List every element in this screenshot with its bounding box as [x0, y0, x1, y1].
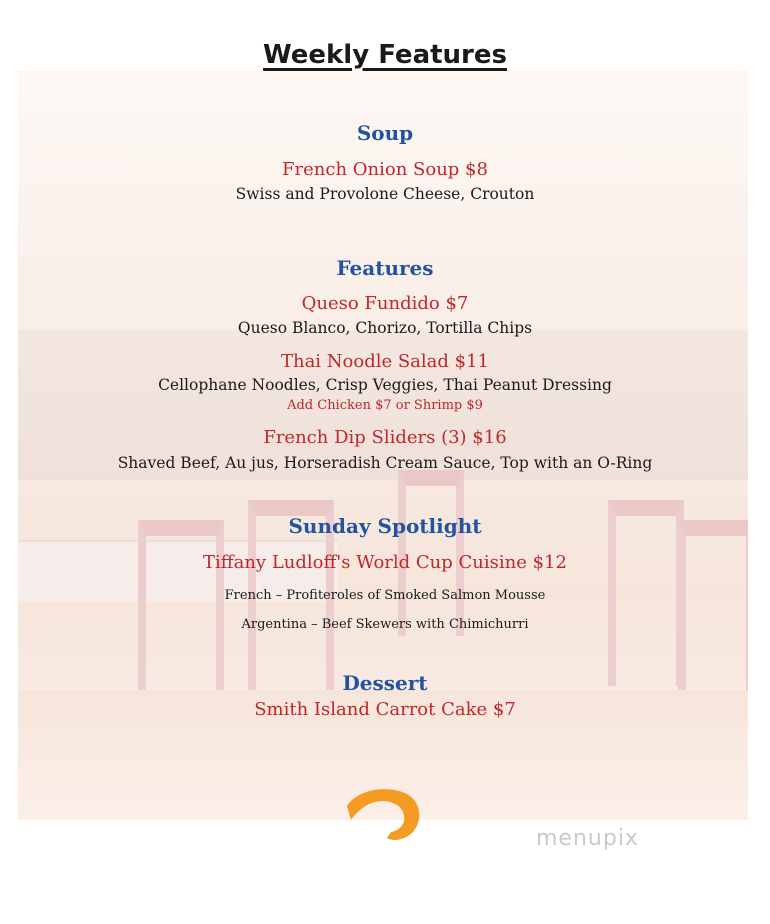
menu-item-description: Swiss and Provolone Cheese, Crouton: [235, 185, 535, 203]
menu-item-line: Argentina – Beef Skewers with Chimichurri: [241, 617, 529, 632]
menu-item-name: Smith Island Carrot Cake $7: [254, 699, 516, 720]
section-heading-features: Features: [336, 256, 434, 280]
menu-item-name: Tiffany Ludloff's World Cup Cuisine $12: [203, 552, 567, 573]
section-heading-dessert: Dessert: [342, 671, 428, 695]
menu-item-description: Queso Blanco, Chorizo, Tortilla Chips: [237, 319, 533, 337]
menu-item-description: Shaved Beef, Au jus, Horseradish Cream Sauce, Top with an O-Ring: [117, 454, 653, 472]
menu-item-name: French Onion Soup $8: [282, 159, 488, 180]
menu-item-name: French Dip Sliders (3) $16: [263, 427, 507, 448]
menu-item-line: French – Profiteroles of Smoked Salmon Mousse: [224, 588, 546, 603]
watermark: menupix: [536, 826, 639, 851]
menu-item-name: Queso Fundido $7: [301, 293, 469, 314]
page-title: Weekly Features: [263, 40, 507, 70]
section-heading-soup: Soup: [356, 121, 414, 145]
menu-item-description: Cellophane Noodles, Crisp Veggies, Thai Peanut Dressing: [158, 376, 612, 394]
orange-swoosh-icon: [343, 786, 423, 842]
menu-item-name: Thai Noodle Salad $11: [280, 351, 490, 372]
section-heading-sunday-spotlight: Sunday Spotlight: [288, 514, 482, 538]
menu-item-addon: Add Chicken $7 or Shrimp $9: [287, 398, 483, 413]
